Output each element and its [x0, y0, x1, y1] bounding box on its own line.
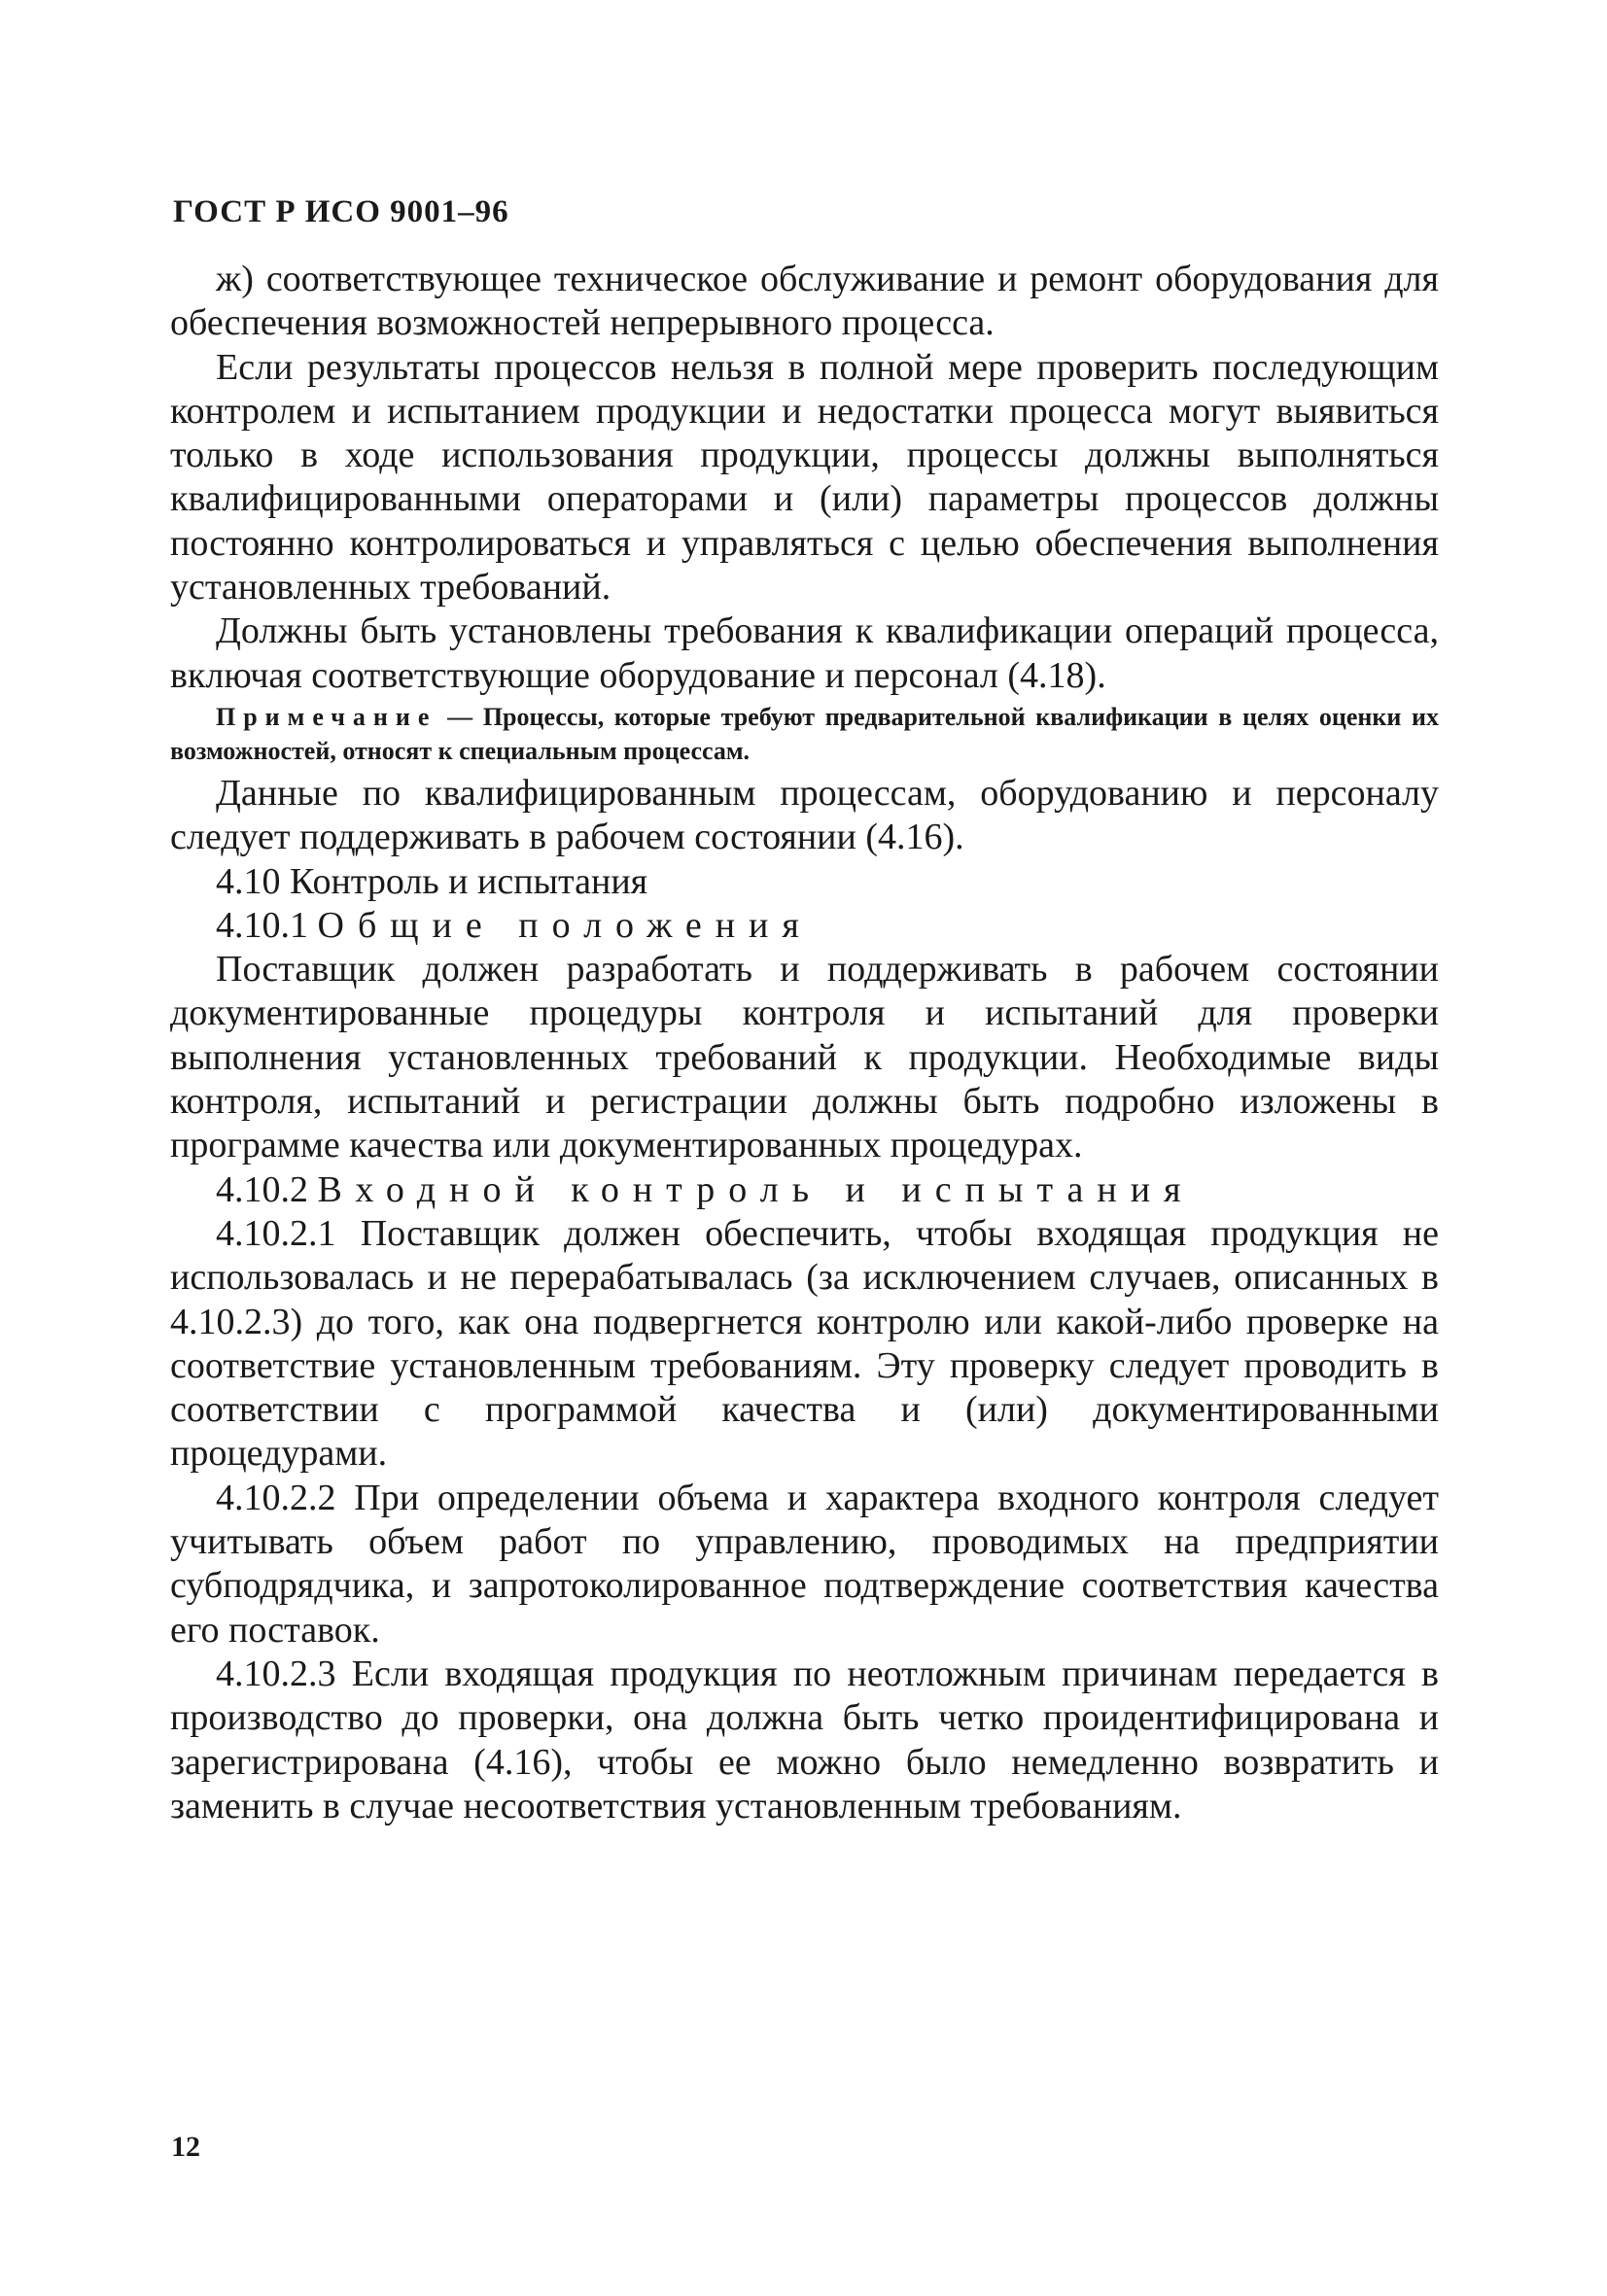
section-number: 4.10.1 [216, 904, 308, 946]
paragraph-4-10-1: Поставщик должен разработать и поддерживать в рабочем состоянии документированные процедуры контроля и испытаний для проверки выполнения установленных требований к продукции. Необходимые виды контроля, испытаний и регистрации должны быть подробно изложены в программе качества или документированных процедурах. [170, 949, 1439, 1166]
note-text: — Процессы, которые требуют предварительной квалификации в целях оценки их возможностей, относят к специальным процессам. [170, 702, 1439, 765]
paragraph-4-10-2-3: 4.10.2.3 Если входящая продукция по неотложным причинам передается в производство до проверки, она должна быть четко проидентифицирована и зарегистрирована (4.16), чтобы ее можно было немедленно возвратить и заменить в случае несоответствия установленным требованиям. [170, 1652, 1439, 1826]
note-label: Примечание [216, 702, 437, 731]
paragraph-4-10-2-1: 4.10.2.1 Поставщик должен обеспечить, чтобы входящая продукция не использовалась и не перерабатывалась (за исключением случаев, описанных в 4.10.2.3) до того, как она подвергнется контролю или какой-либо проверке на соответствие установленным требованиям. Эту проверку следует проводить в соответствии с программой качества и (или) документированными процедурами. [170, 1212, 1439, 1475]
section-title: Входной контроль и испытания [317, 1168, 1195, 1210]
section-title: Общие положения [317, 904, 813, 946]
list-item-zh: ж) соответствующее техническое обслуживание и ремонт оборудования для обеспечения возможностей непрерывного процесса. [170, 259, 1439, 344]
page-number: 12 [171, 2131, 200, 2163]
document-body [170, 258, 1439, 1828]
section-heading-4-10-1 [170, 904, 1439, 948]
paragraph-4-10-2-2: 4.10.2.2 При определении объема и характера входного контроля следует учитывать объем работ по управлению, проводимых на предприятии субподрядчика, и запротоколированное подтверждение соответствия качества его поставок. [170, 1477, 1439, 1651]
section-heading-4-10-2 [170, 1168, 1439, 1212]
paragraph-qualification-requirements: Должны быть установлены требования к квалификации операций процесса, включая соответствующие оборудование и персонал (4.18). [170, 610, 1439, 696]
note [170, 700, 1439, 768]
paragraph-qualified-processes-records: Данные по квалифицированным процессам, оборудованию и персоналу следует поддерживать в рабочем состоянии (4.16). [170, 772, 1439, 858]
section-number: 4.10.2 [216, 1168, 308, 1210]
section-heading-4-10: 4.10 Контроль и испытания [216, 860, 648, 902]
paragraph-process-verification: Если результаты процессов нельзя в полной мере проверить последующим контролем и испытанием продукции и недостатки процесса могут выявиться только в ходе использования продукции, процессы должны выполняться квалифицированными операторами и (или) параметры процессов должны постоянно контролироваться и управляться с целью обеспечения выполнения установленных требований. [170, 346, 1439, 609]
document-header: ГОСТ Р ИСО 9001–96 [173, 194, 509, 229]
